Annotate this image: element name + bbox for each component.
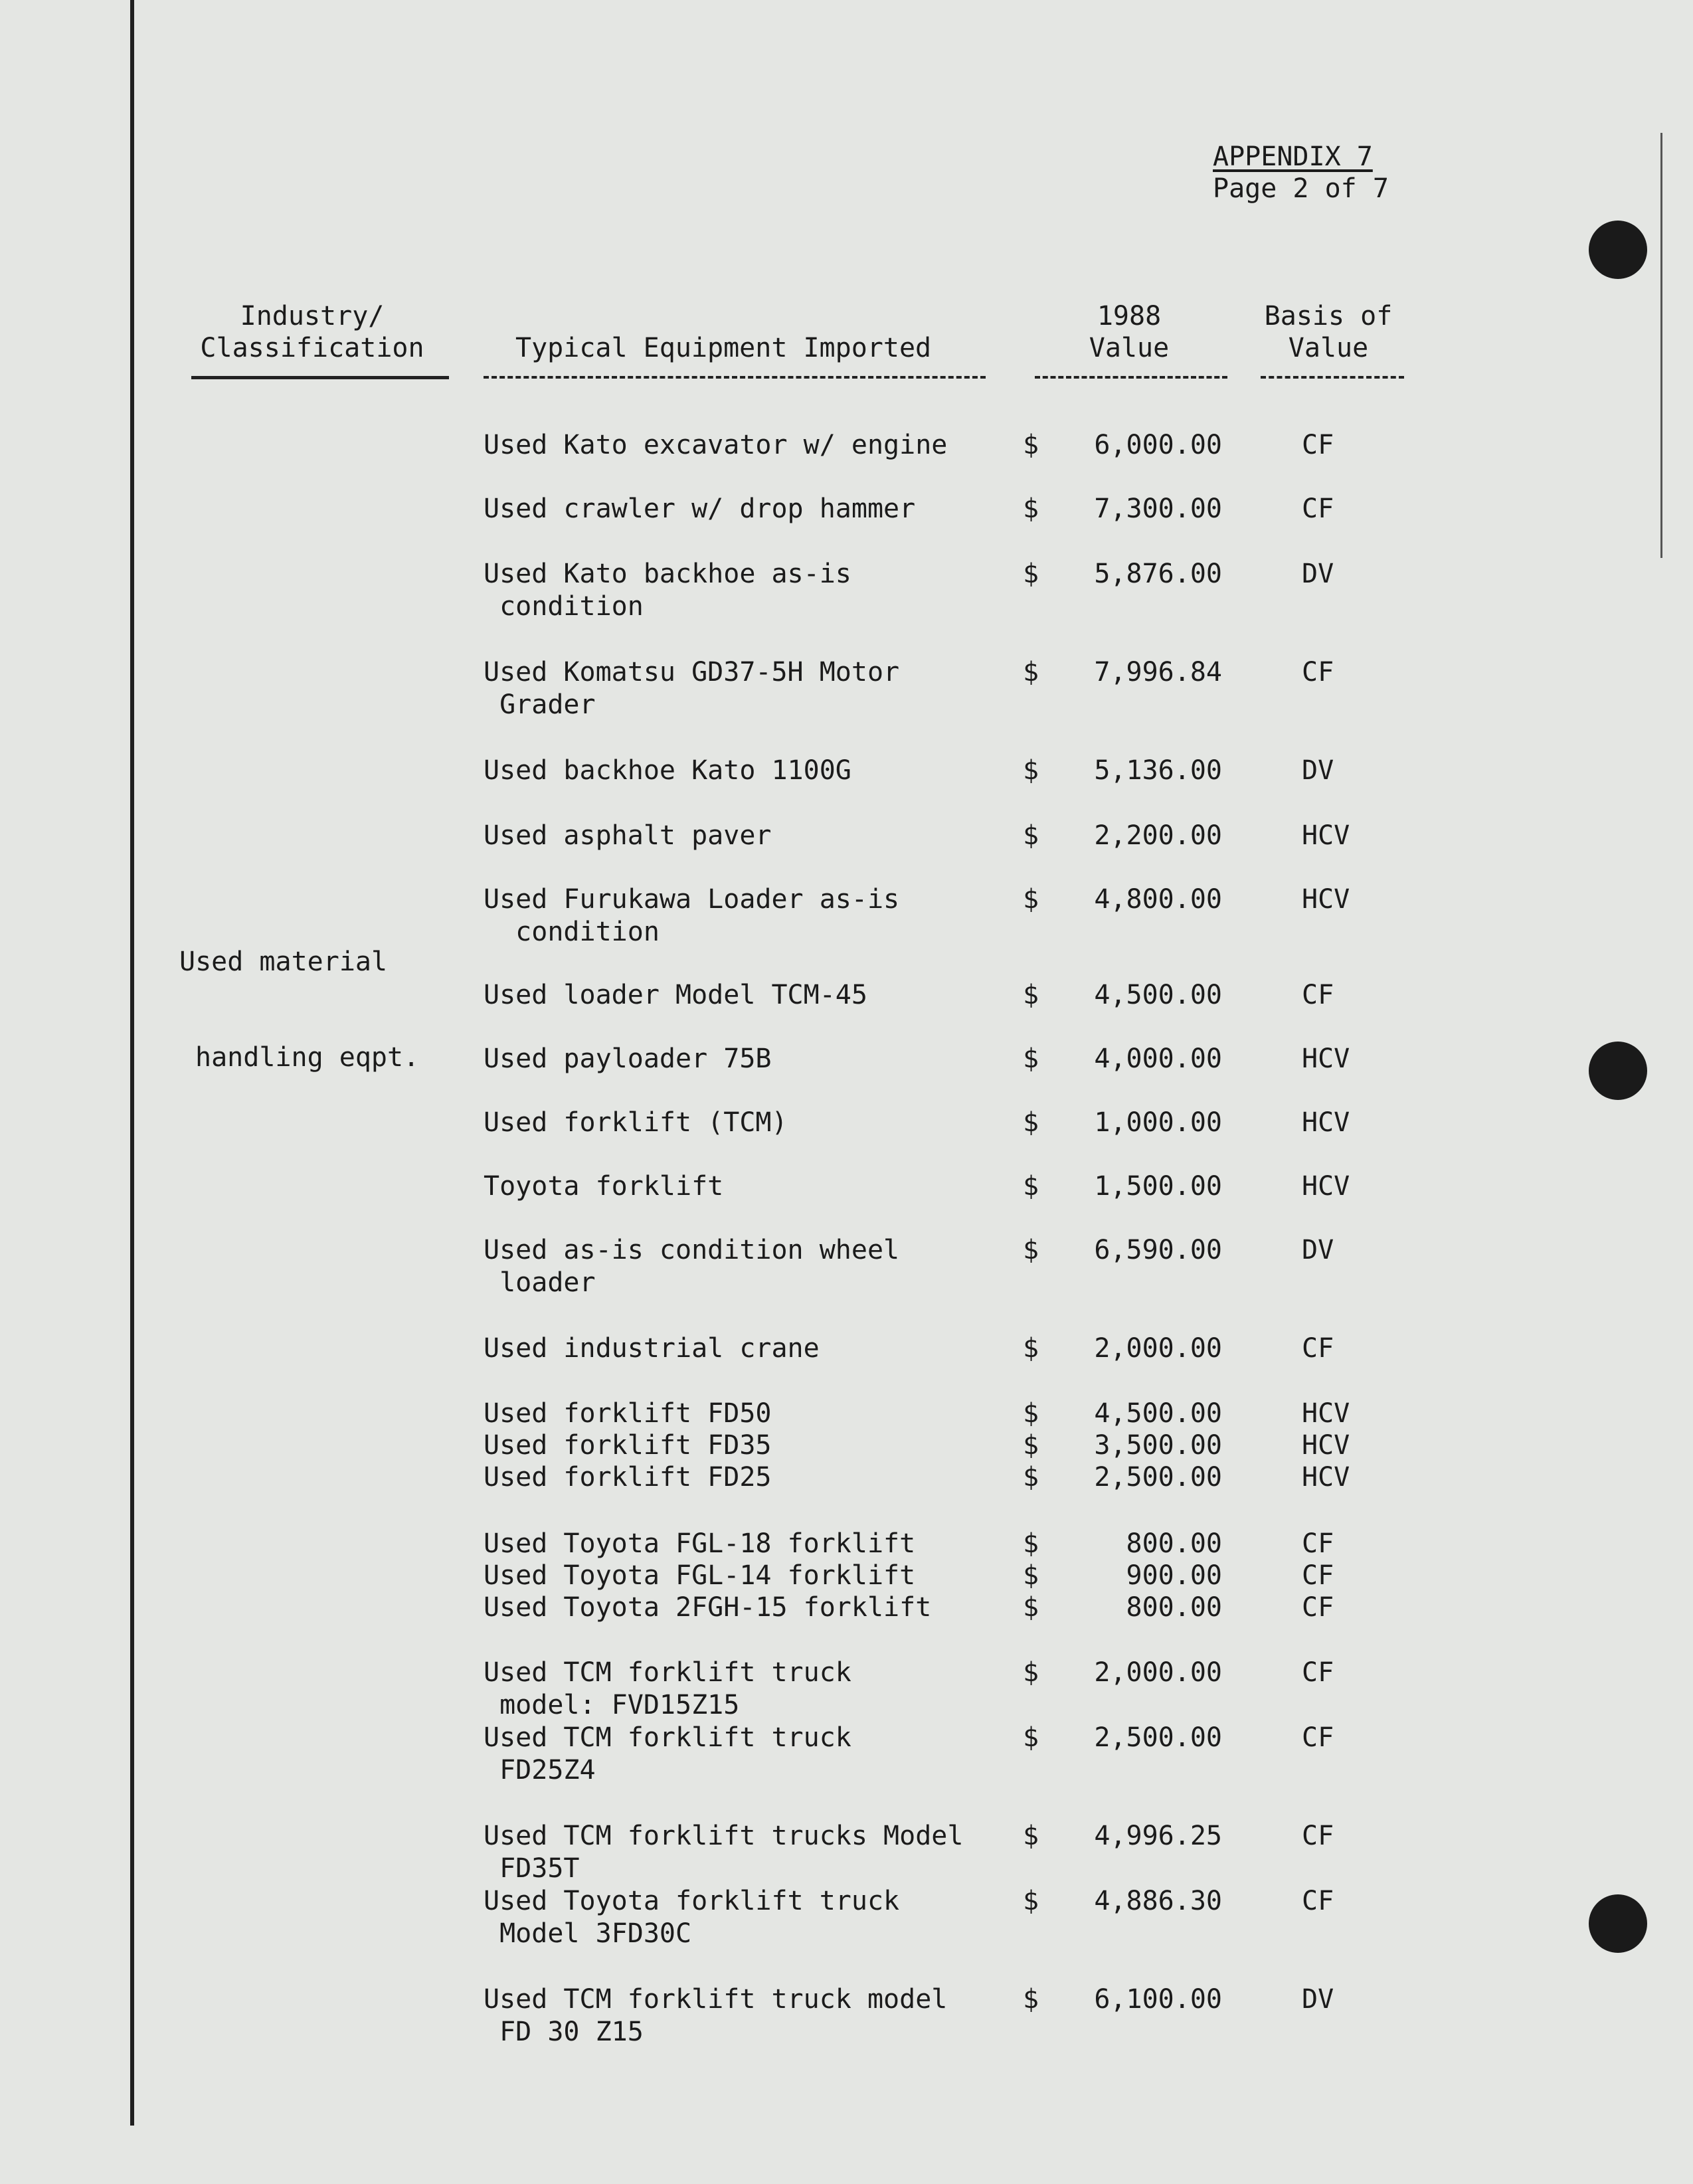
row-basis: HCV [1302, 1044, 1350, 1074]
header-value-line2: Value [1089, 333, 1170, 363]
header-rule-basis [1261, 376, 1404, 379]
row-description-line: Used Komatsu GD37-5H Motor [484, 657, 900, 687]
industry-line2: handling eqpt. [195, 1042, 420, 1073]
row-description [484, 1983, 947, 2048]
row-description-line: Used TCM forklift truck model [484, 1984, 948, 2015]
header-value [1036, 300, 1222, 364]
row-description-line: Used Kato backhoe as-is [484, 559, 851, 589]
row-value: 4,800.00 [1094, 884, 1222, 915]
row-description [484, 1528, 915, 1560]
row-dollar-sign: $ [1022, 1107, 1039, 1138]
row-basis: CF [1302, 1592, 1334, 1623]
row-description [484, 979, 867, 1012]
edge-mark [1660, 133, 1662, 558]
row-description-line: Used payloader 75B [484, 1044, 772, 1074]
row-description [484, 1722, 851, 1787]
row-dollar-sign: $ [1022, 1333, 1039, 1364]
row-value: 7,996.84 [1094, 657, 1222, 687]
row-dollar-sign: $ [1022, 1657, 1039, 1688]
header-rule-industry [191, 376, 449, 379]
row-basis: CF [1302, 1886, 1334, 1916]
row-description-line: Used Toyota forklift truck [484, 1886, 900, 1916]
row-basis: CF [1302, 494, 1334, 524]
row-basis: CF [1302, 1528, 1334, 1559]
row-description [484, 1885, 899, 1950]
row-description-line: Used forklift FD50 [484, 1398, 772, 1429]
row-value: 6,000.00 [1094, 430, 1222, 460]
row-value: 7,300.00 [1094, 494, 1222, 524]
row-description-line: Used asphalt paver [484, 820, 772, 851]
row-description-line: Used crawler w/ drop hammer [484, 494, 916, 524]
row-basis: CF [1302, 1333, 1334, 1364]
row-description-line: Used loader Model TCM-45 [484, 980, 867, 1010]
row-basis: HCV [1302, 1398, 1350, 1429]
header-basis-line2: Value [1288, 333, 1369, 363]
row-description-line: Used Toyota FGL-18 forklift [484, 1528, 916, 1559]
row-basis: DV [1302, 1235, 1334, 1265]
row-dollar-sign: $ [1022, 494, 1039, 524]
row-value: 6,100.00 [1094, 1984, 1222, 2015]
row-basis: HCV [1302, 884, 1350, 915]
row-dollar-sign: $ [1022, 1430, 1039, 1461]
row-basis: CF [1302, 1821, 1334, 1851]
row-value: 3,500.00 [1094, 1430, 1222, 1461]
row-description [484, 1234, 899, 1299]
row-description-line: Model 3FD30C [484, 1918, 692, 1949]
row-basis: CF [1302, 430, 1334, 460]
row-description-line: Used industrial crane [484, 1333, 820, 1364]
row-dollar-sign: $ [1022, 1984, 1039, 2015]
row-description-line: Used TCM forklift truck [484, 1657, 851, 1688]
row-basis: CF [1302, 1657, 1334, 1688]
row-basis: HCV [1302, 1107, 1350, 1138]
row-description [484, 558, 851, 623]
row-description [484, 1820, 963, 1885]
row-description [484, 1657, 851, 1722]
row-value: 4,500.00 [1094, 1398, 1222, 1429]
row-description-line: model: FVD15Z15 [484, 1690, 740, 1720]
row-description [484, 429, 947, 462]
row-description [484, 1043, 771, 1075]
row-description [484, 1332, 820, 1365]
punch-hole-top [1589, 221, 1647, 279]
punch-hole-bottom [1589, 1894, 1647, 1953]
row-description-line: Used Toyota FGL-14 forklift [484, 1560, 916, 1591]
row-dollar-sign: $ [1022, 559, 1039, 589]
row-value: 1,000.00 [1094, 1107, 1222, 1138]
row-value: 1,500.00 [1094, 1171, 1222, 1202]
row-dollar-sign: $ [1022, 1528, 1039, 1559]
row-value: 2,000.00 [1094, 1333, 1222, 1364]
header-rule-value [1035, 376, 1227, 379]
row-value: 5,136.00 [1094, 755, 1222, 786]
row-dollar-sign: $ [1022, 1722, 1039, 1753]
row-dollar-sign: $ [1022, 1398, 1039, 1429]
row-description [484, 1461, 771, 1494]
row-description-line: Used TCM forklift truck [484, 1722, 851, 1753]
row-description [484, 1429, 771, 1462]
row-basis: DV [1302, 755, 1334, 786]
row-description [484, 1170, 723, 1203]
row-dollar-sign: $ [1022, 884, 1039, 915]
row-description [484, 1398, 771, 1430]
row-dollar-sign: $ [1022, 1462, 1039, 1493]
row-value: 800.00 [1126, 1528, 1222, 1559]
appendix-label: APPENDIX 7 [1213, 141, 1373, 172]
row-description [484, 883, 899, 949]
header-industry-line1: Industry/ [240, 301, 385, 331]
row-value: 5,876.00 [1094, 559, 1222, 589]
row-value: 2,200.00 [1094, 820, 1222, 851]
row-description-line: Used backhoe Kato 1100G [484, 755, 851, 786]
header-basis-line1: Basis of [1264, 301, 1393, 331]
row-description-line: Used forklift FD35 [484, 1430, 772, 1461]
row-dollar-sign: $ [1022, 980, 1039, 1010]
row-description-line: FD25Z4 [484, 1755, 596, 1785]
row-description-line: loader [484, 1267, 596, 1298]
row-dollar-sign: $ [1022, 1560, 1039, 1591]
header-rule-equipment [484, 376, 986, 379]
row-basis: DV [1302, 1984, 1334, 2015]
row-value: 800.00 [1126, 1592, 1222, 1623]
punch-hole-middle [1589, 1042, 1647, 1100]
row-dollar-sign: $ [1022, 820, 1039, 851]
row-dollar-sign: $ [1022, 755, 1039, 786]
header-equipment: Typical Equipment Imported [515, 333, 932, 363]
row-value: 4,500.00 [1094, 980, 1222, 1010]
row-description-line: Used forklift (TCM) [484, 1107, 788, 1138]
row-basis: HCV [1302, 1171, 1350, 1202]
row-dollar-sign: $ [1022, 1592, 1039, 1623]
row-description-line: condition [484, 591, 644, 622]
row-value: 4,886.30 [1094, 1886, 1222, 1916]
row-dollar-sign: $ [1022, 1886, 1039, 1916]
row-description [484, 1107, 788, 1139]
row-description [484, 1560, 915, 1592]
row-description-line: Used as-is condition wheel [484, 1235, 900, 1265]
row-description-line: condition [484, 917, 660, 947]
row-basis: CF [1302, 1560, 1334, 1591]
header-industry [193, 300, 432, 364]
row-description-line: Used Furukawa Loader as-is [484, 884, 900, 915]
row-value: 2,500.00 [1094, 1722, 1222, 1753]
row-value: 4,996.25 [1094, 1821, 1222, 1851]
row-description-line: Used forklift FD25 [484, 1462, 772, 1493]
row-dollar-sign: $ [1022, 1235, 1039, 1265]
row-value: 2,000.00 [1094, 1657, 1222, 1688]
row-description [484, 493, 915, 525]
row-basis: HCV [1302, 1430, 1350, 1461]
row-description-line: Used TCM forklift trucks Model [484, 1821, 964, 1851]
page-number: Page 2 of 7 [1213, 173, 1389, 204]
header-industry-line2: Classification [200, 333, 424, 363]
row-description-line: Used Kato excavator w/ engine [484, 430, 948, 460]
row-dollar-sign: $ [1022, 430, 1039, 460]
row-description [484, 656, 899, 721]
row-description [484, 755, 851, 787]
row-dollar-sign: $ [1022, 1171, 1039, 1202]
row-description [484, 1592, 931, 1624]
row-description-line: Grader [484, 689, 596, 720]
header-basis [1255, 300, 1401, 364]
row-basis: DV [1302, 559, 1334, 589]
row-basis: CF [1302, 1722, 1334, 1753]
row-value: 4,000.00 [1094, 1044, 1222, 1074]
row-dollar-sign: $ [1022, 657, 1039, 687]
row-description-line: Used Toyota 2FGH-15 forklift [484, 1592, 932, 1623]
row-description-line: Toyota forklift [484, 1171, 724, 1202]
industry-line1: Used material [179, 947, 388, 977]
row-basis: CF [1302, 657, 1334, 687]
margin-line [130, 0, 134, 2126]
industry-classification [179, 882, 419, 1105]
row-value: 6,590.00 [1094, 1235, 1222, 1265]
row-value: 2,500.00 [1094, 1462, 1222, 1493]
row-description-line: FD35T [484, 1853, 580, 1884]
row-basis: HCV [1302, 820, 1350, 851]
row-description [484, 820, 771, 852]
row-basis: CF [1302, 980, 1334, 1010]
appendix-header [1213, 141, 1389, 205]
row-value: 900.00 [1126, 1560, 1222, 1591]
header-value-line1: 1988 [1097, 301, 1162, 331]
row-dollar-sign: $ [1022, 1044, 1039, 1074]
row-description-line: FD 30 Z15 [484, 2017, 644, 2047]
row-basis: HCV [1302, 1462, 1350, 1493]
row-dollar-sign: $ [1022, 1821, 1039, 1851]
